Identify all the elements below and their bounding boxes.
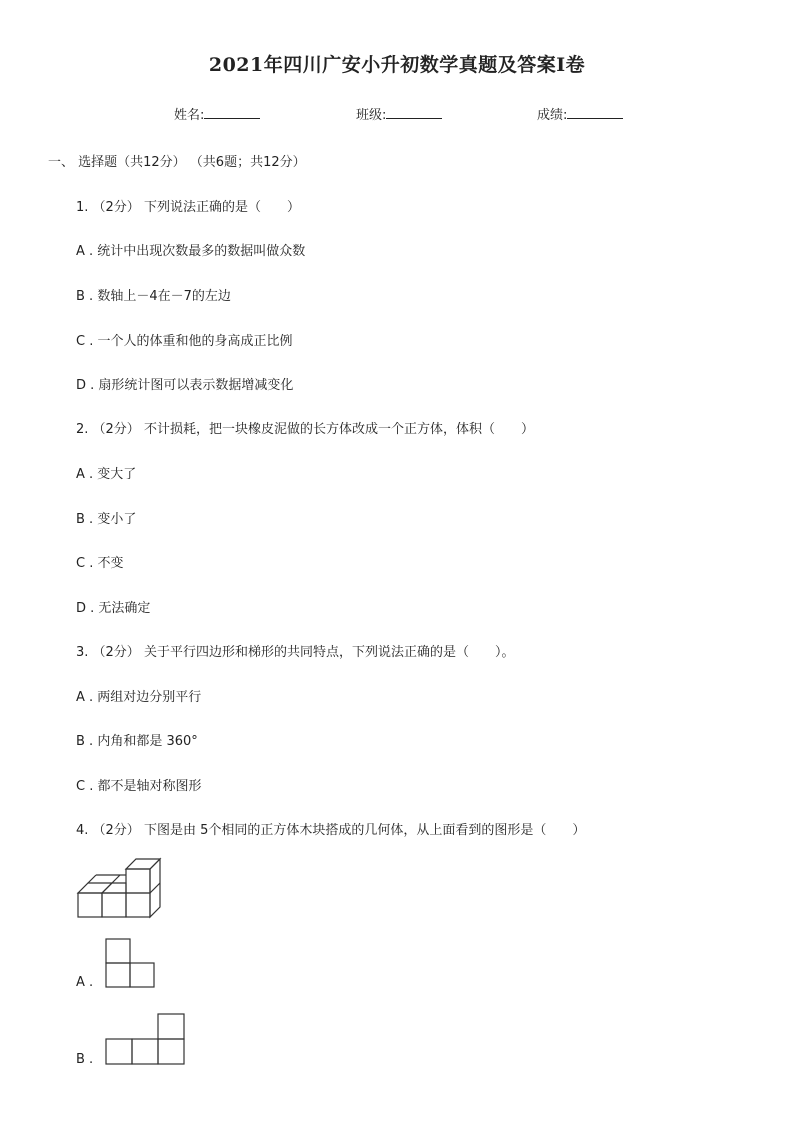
- name-blank: [204, 106, 260, 119]
- class-label: 班级:: [356, 108, 387, 123]
- question-2-option-b: B . 变小了: [76, 512, 137, 527]
- question-4-stem: 4. （2分） 下图是由 5个相同的正方体木块搭成的几何体，从上面看到的图形是（ ）: [76, 823, 586, 838]
- name-label: 姓名:: [174, 108, 205, 123]
- page-title: 2021年四川广安小升初数学真题及答案Ⅰ卷: [208, 54, 586, 76]
- question-1-option-a: A . 统计中出现次数最多的数据叫做众数: [76, 244, 306, 259]
- section-heading: 一、 选择题（共12分） （共6题；共12分）: [48, 155, 306, 170]
- score-blank: [567, 106, 623, 119]
- name-field: [174, 104, 260, 123]
- score-label: 成绩:: [537, 108, 568, 123]
- question-1-stem: 1. （2分） 下列说法正确的是（ ）: [76, 200, 300, 215]
- question-1-option-c: C . 一个人的体重和他的身高成正比例: [76, 334, 293, 349]
- question-3-option-c: C . 都不是轴对称图形: [76, 779, 202, 794]
- class-blank: [386, 106, 442, 119]
- question-3-option-a: A . 两组对边分别平行: [76, 690, 202, 705]
- score-field: [537, 104, 623, 123]
- question-2-option-c: C . 不变: [76, 556, 124, 571]
- question-2-option-d: D . 无法确定: [76, 601, 151, 616]
- question-4-option-a: A .: [76, 975, 94, 990]
- question-2-stem: 2. （2分） 不计损耗，把一块橡皮泥做的长方体改成一个正方体，体积（ ）: [76, 422, 534, 437]
- question-2-option-a: A . 变大了: [76, 467, 137, 482]
- question-1-option-b: B . 数轴上－4在－7的左边: [76, 289, 231, 304]
- option-b-top-view-shape: [104, 1012, 186, 1066]
- class-field: [356, 104, 442, 123]
- question-3-stem: 3. （2分） 关于平行四边形和梯形的共同特点，下列说法正确的是（ ）。: [76, 645, 515, 660]
- question-3-option-b: B . 内角和都是 360°: [76, 734, 198, 749]
- question-4-option-b: B .: [76, 1052, 94, 1067]
- option-a-top-view-shape: [104, 937, 156, 989]
- question-1-option-d: D . 扇形统计图可以表示数据增减变化: [76, 378, 294, 393]
- block-figure: [74, 855, 166, 919]
